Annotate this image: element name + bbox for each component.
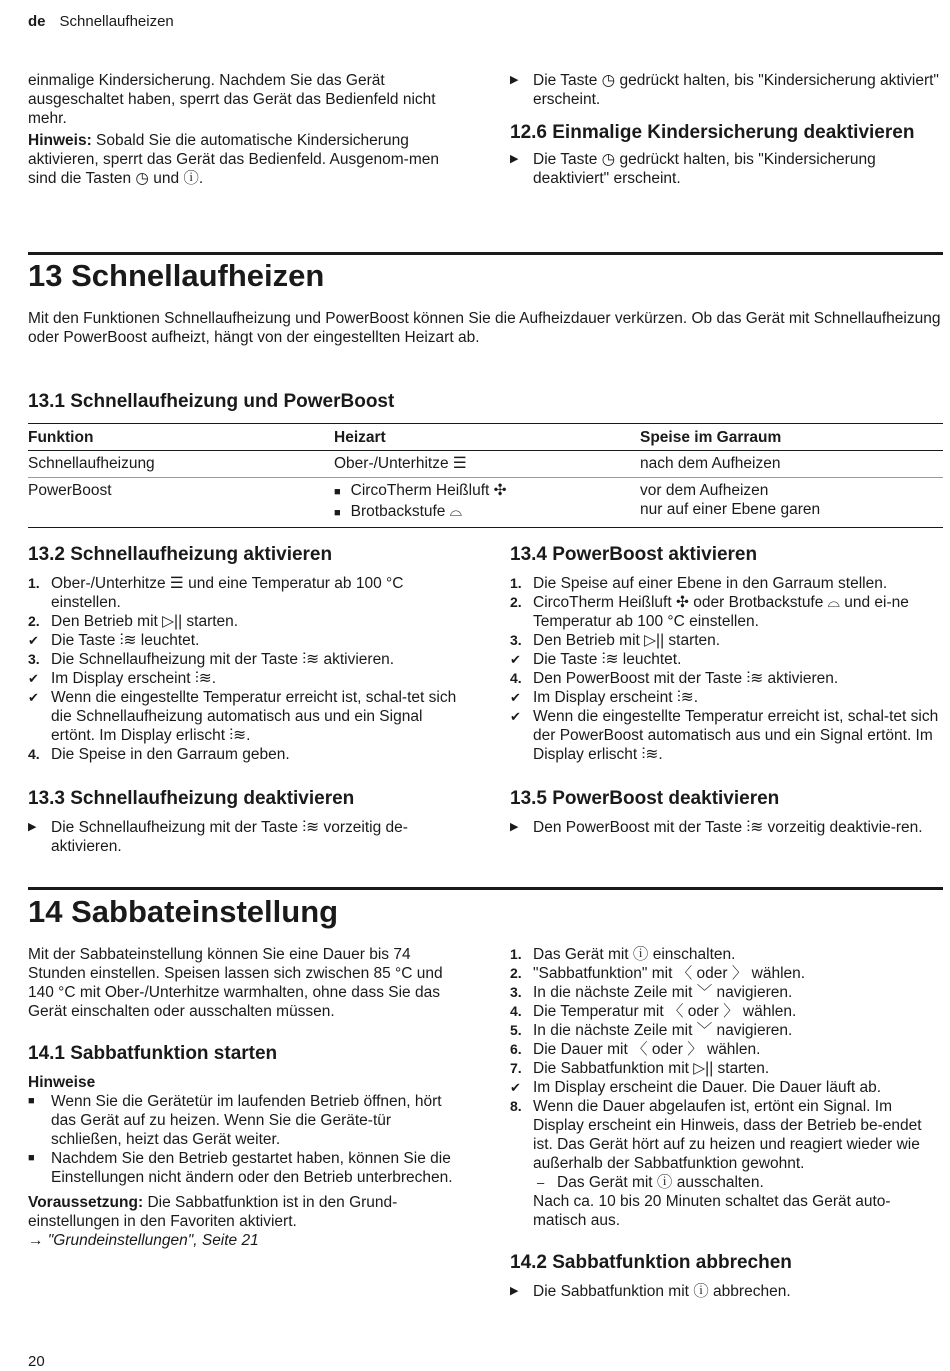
cell-line: nur auf einer Ebene garen	[640, 501, 821, 518]
step-item	[510, 983, 942, 1002]
section-13-left-column	[28, 544, 460, 856]
arrow-bullet-icon: ▶	[510, 74, 519, 86]
top-right-column	[510, 71, 942, 188]
step-number: 4.	[28, 746, 40, 762]
step-text: Den Betrieb mit ▷|| starten.	[533, 632, 721, 649]
page-header	[28, 12, 174, 31]
arrow-bullet-icon: ▶	[510, 821, 519, 833]
section-14-1-heading: 14.1 Sabbatfunktion starten	[28, 1043, 278, 1064]
instruction-item	[510, 818, 942, 837]
step-number: 2.	[28, 613, 40, 629]
hint-text: Sobald Sie die automatische Kindersicherung aktivieren, sperrt das Gerät das Bedienfeld. Ausgenom-men sind die Tasten ◷ und ⓘ.	[28, 132, 439, 187]
section-divider	[28, 252, 943, 255]
step-number: 3.	[510, 632, 522, 648]
step-text: In die nächste Zeile mit ﹀ navigieren.	[533, 1022, 793, 1039]
language-code: de	[28, 13, 46, 30]
list-item-text: Brotbackstufe ⌓	[350, 503, 462, 520]
step-text: Die Speise auf einer Ebene in den Garraum stellen.	[533, 575, 888, 592]
step-text: Wenn die Dauer abgelaufen ist, ertönt ein Signal. Im Display erscheint ein Hinweis, dass der Betrieb be-endet ist. Das Gerät hört auf zu heizen und reagiert wieder wie außerhalb der Sabbatfunktion gewohnt.	[533, 1098, 922, 1172]
step-text: Wenn die eingestellte Temperatur erreicht ist, schal-tet sich der PowerBoost automatisch aus und ein Signal ertönt. Im Display erlischt ⫶≋.	[533, 708, 939, 763]
step-item	[510, 593, 942, 631]
step-text: Im Display erscheint die Dauer. Die Dauer läuft ab.	[533, 1079, 882, 1096]
step-text: Die Dauer mit 〈 oder 〉 wählen.	[533, 1041, 761, 1058]
section-13-4-heading: 13.4 PowerBoost aktivieren	[510, 544, 758, 565]
dash-bullet: –	[537, 1175, 545, 1190]
section-14-intro: Mit der Sabbateinstellung können Sie eine Dauer bis 74 Stunden einstellen. Speisen lassen sich zwischen 85 °C und 140 °C mit Ober-/Unterhitze warmhalten, ohne dass Sie das Gerät einschalten oder ausschalten müssen.	[28, 946, 443, 1020]
hint-item	[28, 1149, 460, 1187]
section-13-3-heading: 13.3 Schnellaufheizung deaktivieren	[28, 788, 355, 809]
section-14-left-column	[28, 945, 460, 1250]
instruction-text: Die Taste ◷ gedrückt halten, bis "Kindersicherung aktiviert" erscheint.	[533, 72, 939, 108]
table-cell	[640, 478, 943, 528]
step-text: Ober-/Unterhitze ☰ und eine Temperatur ab 100 °C einstellen.	[51, 575, 404, 611]
step-item	[510, 631, 942, 650]
step-item	[510, 1059, 942, 1078]
step-text: Im Display erscheint ⫶≋.	[533, 689, 699, 706]
step-item	[510, 1002, 942, 1021]
table-row	[28, 478, 943, 528]
step-item	[28, 574, 460, 612]
step-text: Die Temperatur mit 〈 oder 〉 wählen.	[533, 1003, 797, 1020]
step-number: 4.	[510, 670, 522, 686]
section-14-right-column	[510, 945, 942, 1301]
precondition-label: Voraussetzung:	[28, 1194, 144, 1211]
check-result-icon: ✔	[28, 690, 39, 705]
step-text: Das Gerät mit ⓘ einschalten.	[533, 946, 736, 963]
step-text: Wenn die eingestellte Temperatur erreicht ist, schal-tet sich die Schnellaufheizung automatisch aus und ein Signal ertönt. Im Display erlischt ⫶≋.	[51, 689, 457, 744]
table-header-cell: Funktion	[28, 424, 334, 451]
step-number: 3.	[28, 651, 40, 667]
step-item	[510, 688, 942, 707]
section-13-right-column	[510, 544, 942, 837]
instruction-text: Den PowerBoost mit der Taste ⫶≋ vorzeitig deaktivie-ren.	[533, 819, 923, 836]
instruction-text: Die Schnellaufheizung mit der Taste ⫶≋ vorzeitig de-aktivieren.	[51, 819, 408, 855]
step-item	[28, 650, 460, 669]
step-text: Im Display erscheint ⫶≋.	[51, 670, 217, 687]
section-13-2-heading: 13.2 Schnellaufheizung aktivieren	[28, 544, 333, 565]
step-item	[510, 1078, 942, 1097]
step-text: Die Speise in den Garraum geben.	[51, 746, 290, 763]
precondition-text: Die Sabbatfunktion ist in den Grund-einstellungen in den Favoriten aktiviert.	[28, 1194, 398, 1230]
check-result-icon: ✔	[510, 709, 521, 724]
instruction-item	[510, 150, 942, 188]
page-number: 20	[28, 1353, 45, 1370]
hint-label: Hinweis:	[28, 132, 92, 149]
section-14-title: 14 Sabbateinstellung	[28, 894, 339, 929]
top-left-column	[28, 71, 460, 188]
step-number: 3.	[510, 984, 522, 1000]
section-13-5-heading: 13.5 PowerBoost deaktivieren	[510, 788, 780, 809]
check-result-icon: ✔	[510, 1080, 521, 1095]
step-text: Den PowerBoost mit der Taste ⫶≋ aktivieren.	[533, 670, 839, 687]
table-cell: PowerBoost	[28, 478, 334, 528]
check-result-icon: ✔	[510, 690, 521, 705]
precondition-paragraph	[28, 1193, 460, 1231]
arrow-bullet-icon: ▶	[510, 1285, 519, 1297]
hint-item	[28, 1092, 460, 1149]
step-number: 1.	[510, 575, 522, 591]
list-item	[334, 481, 640, 502]
table-header-row	[28, 424, 943, 451]
step-item	[28, 669, 460, 688]
instruction-item	[28, 818, 460, 856]
step-item	[28, 612, 460, 631]
step-number: 7.	[510, 1060, 522, 1076]
square-bullet-icon: ■	[334, 507, 341, 519]
step-item	[510, 1097, 942, 1173]
sub-step-item	[510, 1173, 942, 1192]
step-item	[510, 650, 942, 669]
step-number: 6.	[510, 1041, 522, 1057]
table-row	[28, 451, 943, 478]
hint-text: Wenn Sie die Gerätetür im laufenden Betrieb öffnen, hört das Gerät auf zu heizen. Wenn Sie die Geräte-tür schließen, heizt das Gerät weiter.	[51, 1093, 442, 1148]
step-number: 4.	[510, 1003, 522, 1019]
step-list	[28, 574, 460, 764]
step-item	[510, 574, 942, 593]
arrow-bullet-icon: ▶	[510, 153, 519, 165]
step-number: 2.	[510, 594, 522, 610]
hints-list	[28, 1092, 460, 1187]
sub-step-text: Das Gerät mit ⓘ ausschalten.	[557, 1174, 764, 1191]
table-header-cell: Heizart	[334, 424, 640, 451]
check-result-icon: ✔	[510, 652, 521, 667]
step-text: In die nächste Zeile mit ﹀ navigieren.	[533, 984, 793, 1001]
check-result-icon: ✔	[28, 671, 39, 686]
step-number: 1.	[510, 946, 522, 962]
step-item	[28, 688, 460, 745]
step-number: 5.	[510, 1022, 522, 1038]
after-text: Nach ca. 10 bis 20 Minuten schaltet das Gerät auto-matisch aus.	[533, 1193, 891, 1229]
step-item	[510, 964, 942, 983]
table-cell: nach dem Aufheizen	[640, 451, 943, 478]
step-item	[510, 669, 942, 688]
step-item	[28, 745, 460, 764]
table-cell	[334, 478, 640, 528]
section-14-2-heading: 14.2 Sabbatfunktion abbrechen	[510, 1252, 792, 1273]
heating-function-table	[28, 423, 943, 528]
section-13-1-heading: 13.1 Schnellaufheizung und PowerBoost	[28, 391, 395, 412]
step-text: Die Taste ⫶≋ leuchtet.	[533, 651, 682, 668]
section-13-title: 13 Schnellaufheizen	[28, 258, 325, 293]
step-item	[28, 631, 460, 650]
table-cell: Schnellaufheizung	[28, 451, 334, 478]
step-text: Den Betrieb mit ▷|| starten.	[51, 613, 239, 630]
instruction-item	[510, 71, 942, 109]
step-text: CircoTherm Heißluft ✣ oder Brotbackstufe ⌓ und ei-ne Temperatur ab 100 °C einstellen.	[533, 594, 909, 630]
table-header-cell: Speise im Garraum	[640, 424, 943, 451]
step-number: 1.	[28, 575, 40, 591]
hint-paragraph	[28, 131, 460, 188]
step-number: 8.	[510, 1098, 522, 1114]
square-bullet-icon: ■	[28, 1095, 35, 1107]
step-text: Die Taste ⫶≋ leuchtet.	[51, 632, 200, 649]
list-item-text: CircoTherm Heißluft ✣	[350, 482, 507, 499]
cell-line: vor dem Aufheizen	[640, 482, 769, 499]
step-item	[510, 1021, 942, 1040]
instruction-text: Die Taste ◷ gedrückt halten, bis "Kindersicherung deaktiviert" erscheint.	[533, 151, 876, 187]
square-bullet-icon: ■	[334, 486, 341, 498]
step-list	[510, 574, 942, 764]
instruction-text: Die Sabbatfunktion mit ⓘ abbrechen.	[533, 1283, 791, 1300]
step-item	[510, 945, 942, 964]
hint-text: Nachdem Sie den Betrieb gestartet haben, können Sie die Einstellungen nicht ändern oder den Betrieb unterbrechen.	[51, 1150, 453, 1186]
section-12-6-heading: 12.6 Einmalige Kindersicherung deaktivieren	[510, 122, 915, 143]
step-item	[510, 707, 942, 764]
check-result-icon: ✔	[28, 633, 39, 648]
step-text: "Sabbatfunktion" mit 〈 oder 〉 wählen.	[533, 965, 806, 982]
header-title: Schnellaufheizen	[59, 13, 174, 30]
step-item	[510, 1040, 942, 1059]
table-cell: Ober-/Unterhitze ☰	[334, 451, 640, 478]
section-13-intro: Mit den Funktionen Schnellaufheizung und PowerBoost können Sie die Aufheizdauer verkürzen. Ob das Gerät mit Schnellaufheizung oder PowerBoost aufheizt, hängt von der eingestellten Heizart ab.	[28, 310, 941, 346]
step-text: Die Schnellaufheizung mit der Taste ⫶≋ aktivieren.	[51, 651, 395, 668]
hints-heading: Hinweise	[28, 1074, 96, 1091]
arrow-bullet-icon: ▶	[28, 821, 37, 833]
instruction-item	[510, 1282, 942, 1301]
cross-reference-link[interactable]: → "Grundeinstellungen", Seite 21	[28, 1232, 259, 1249]
step-list	[510, 945, 942, 1173]
list-item	[334, 502, 640, 523]
step-number: 2.	[510, 965, 522, 981]
child-lock-paragraph: einmalige Kindersicherung. Nachdem Sie das Gerät ausgeschaltet haben, sperrt das Gerät das Bedienfeld nicht mehr.	[28, 72, 436, 127]
square-bullet-icon: ■	[28, 1152, 35, 1164]
step-text: Die Sabbatfunktion mit ▷|| starten.	[533, 1060, 770, 1077]
section-divider	[28, 887, 943, 890]
